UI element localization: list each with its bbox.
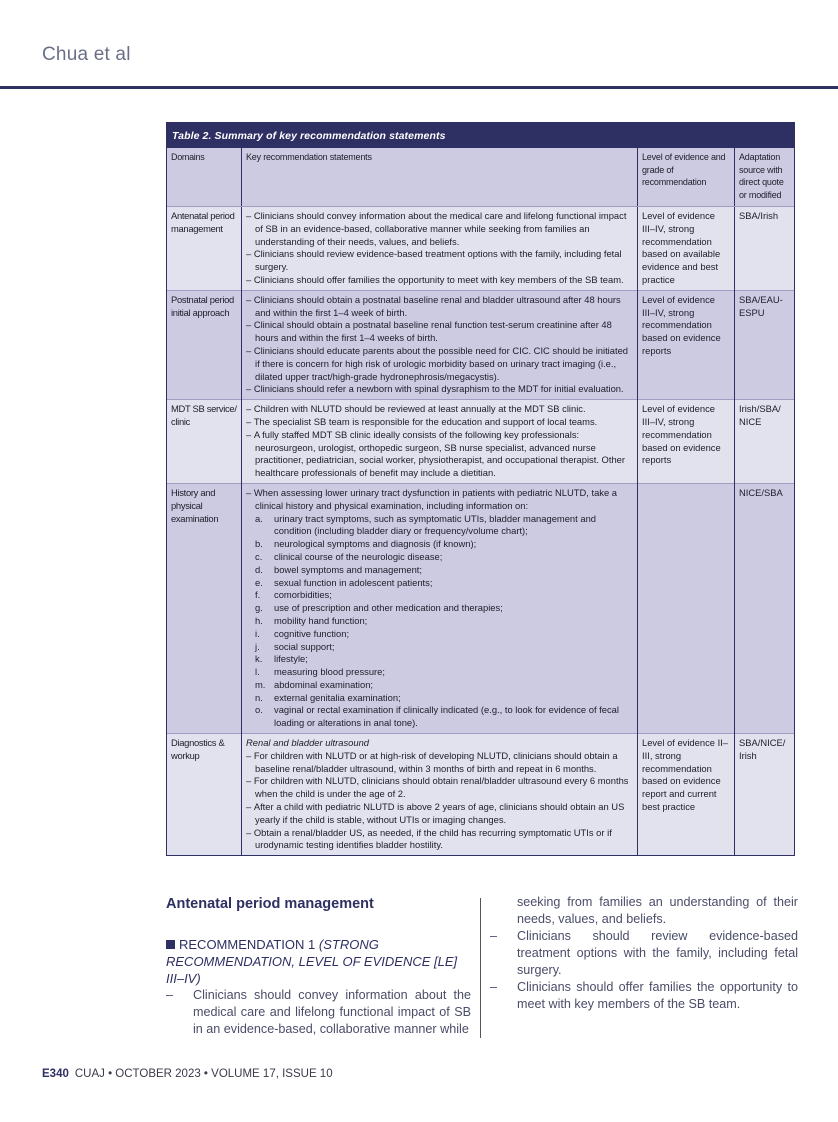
statement: – Clinical should obtain a postnatal baseline renal function test-serum creatinine after 48 hours and within the first 1–4 weeks of birth. bbox=[246, 319, 633, 345]
journal-info: CUAJ • OCTOBER 2023 • VOLUME 17, ISSUE 10 bbox=[74, 1068, 333, 1080]
statement: – Clinicians should review evidence-based treatment options with the family, including fetal surgery. bbox=[246, 248, 633, 274]
row-source: SBA/Irish bbox=[735, 207, 795, 291]
body-column-left bbox=[166, 894, 471, 1038]
list-item: n. external genitalia examination; bbox=[255, 691, 401, 703]
list-item: i. cognitive function; bbox=[255, 627, 350, 639]
statement: – Clinicians should obtain a postnatal baseline renal and bladder ultrasound after 48 hours and within the first 1–4 week of birth. bbox=[246, 294, 633, 320]
statement: – For children with NLUTD, clinicians should obtain renal/bladder ultrasound every 6 months when the child is under the age of 2. bbox=[246, 775, 633, 801]
page-number: E340 bbox=[42, 1068, 69, 1080]
list-item: k. lifestyle; bbox=[255, 653, 308, 665]
list-item: f. comorbidities; bbox=[255, 589, 332, 601]
statement: – After a child with pediatric NLUTD is above 2 years of age, clinicians should obtain an US yearly if the child is stable, without UTIs or imaging changes. bbox=[246, 801, 633, 827]
statement: – For children with NLUTD or at high-risk of developing NLUTD, clinicians should obtain a baseline renal/bladder ultrasound, within 3 months of birth and repeat in 6 months. bbox=[246, 750, 633, 776]
page-footer bbox=[42, 1068, 333, 1080]
row-domain: Diagnostics & workup bbox=[167, 734, 242, 856]
statement: – A fully staffed MDT SB clinic ideally consists of the following key professionals: neurosurgeon, urologist, orthopedic surgeon, SB nurse specialist, advanced nurse practitioner, pediatrician, social worker, physiotherapist, and occupational therapist. Other healthcare professionals of benefit may include a dietitian. bbox=[246, 429, 633, 480]
running-head: Chua et al bbox=[42, 44, 131, 65]
header-evidence: Level of evidence and grade of recommendation bbox=[638, 148, 735, 207]
list-item: c. clinical course of the neurologic disease; bbox=[255, 550, 443, 562]
row-evidence bbox=[638, 483, 735, 733]
statement: – Obtain a renal/bladder US, as needed, if the child has recurring symptomatic UTIs or if urodynamic testing identifies bladder hostility. bbox=[246, 827, 633, 853]
history-items bbox=[246, 513, 633, 731]
row-evidence: Level of evidence II–III, strong recommendation based on evidence report and current best practice bbox=[638, 734, 735, 856]
list-item: a. urinary tract symptoms, such as symptomatic UTIs, bladder management and condition (including bladder diary or frequency/volume chart); bbox=[255, 512, 597, 537]
row-source: SBA/EAU-ESPU bbox=[735, 290, 795, 399]
row-statements bbox=[242, 290, 638, 399]
row-evidence: Level of evidence III–IV, strong recommendation based on available evidence and best practice bbox=[638, 207, 735, 291]
row-evidence: Level of evidence III–IV, strong recommendation based on evidence reports bbox=[638, 290, 735, 399]
list-item: b. neurological symptoms and diagnosis (if known); bbox=[255, 538, 477, 550]
table-row bbox=[167, 483, 794, 733]
section-heading: Antenatal period management bbox=[166, 896, 374, 912]
list-item: d. bowel symptoms and management; bbox=[255, 563, 422, 575]
row-evidence: Level of evidence III–IV, strong recommendation based on evidence reports bbox=[638, 400, 735, 484]
table-title: Table 2. Summary of key recommendation statements bbox=[167, 123, 794, 148]
list-item-continuation: seeking from families an understanding of their needs, values, and beliefs. bbox=[517, 895, 798, 926]
recommendation-heading bbox=[166, 936, 471, 987]
list-item: e. sexual function in adolescent patients; bbox=[255, 576, 433, 588]
recommendation-label: RECOMMENDATION 1 bbox=[179, 937, 316, 952]
body-column-right bbox=[490, 894, 798, 1013]
statement: – Children with NLUTD should be reviewed at least annually at the MDT SB clinic. bbox=[246, 403, 633, 416]
list-item: o. vaginal or rectal examination if clinically indicated (e.g., to look for evidence of fecal loading or alterations in anal tone). bbox=[255, 704, 619, 729]
header-source: Adaptation source with direct quote or modified bbox=[735, 148, 795, 207]
row-source: Irish/SBA/ NICE bbox=[735, 400, 795, 484]
header-rule bbox=[0, 86, 838, 89]
row-source: SBA/NICE/ Irish bbox=[735, 734, 795, 856]
list-item: m. abdominal examination; bbox=[255, 678, 374, 690]
statement-intro: – When assessing lower urinary tract dysfunction in patients with pediatric NLUTD, take a clinical history and physical examination, including information on: bbox=[246, 487, 633, 513]
header-domains: Domains bbox=[167, 148, 242, 207]
row-statements bbox=[242, 207, 638, 291]
table-grid bbox=[167, 148, 794, 855]
statement: – Clinicians should refer a newborn with spinal dysraphism to the MDT for initial evaluation. bbox=[246, 383, 633, 396]
statement: – Clinicians should offer families the opportunity to meet with key members of the SB team. bbox=[246, 274, 633, 287]
table-row bbox=[167, 734, 794, 856]
table-row bbox=[167, 400, 794, 484]
row-domain: Antenatal period management bbox=[167, 207, 242, 291]
list-item: – Clinicians should offer families the opportunity to meet with key members of the SB team. bbox=[490, 980, 798, 1011]
row-domain: History and physical examination bbox=[167, 483, 242, 733]
statement-subheading: Renal and bladder ultrasound bbox=[246, 737, 370, 749]
row-domain: Postnatal period initial approach bbox=[167, 290, 242, 399]
column-divider bbox=[480, 898, 481, 1038]
row-statements bbox=[242, 734, 638, 856]
statement: – Clinicians should educate parents about the possible need for CIC. CIC should be initiated if there is concern for high risk of urologic morbidity based on urinary tract imaging (i.e., dilated upper tract/high-grade hydronephrosis/megacystis). bbox=[246, 345, 633, 383]
statement: – Clinicians should convey information about the medical care and lifelong functional impact of SB in an evidence-based, collaborative manner while seeking from families an understanding of their needs, values, and beliefs. bbox=[246, 210, 633, 248]
row-source: NICE/SBA bbox=[735, 483, 795, 733]
table-row bbox=[167, 290, 794, 399]
row-statements bbox=[242, 400, 638, 484]
list-item: – Clinicians should convey information about the medical care and lifelong functional impact of SB in an evidence-based, collaborative manner while bbox=[166, 988, 471, 1036]
square-bullet-icon bbox=[166, 940, 175, 949]
list-item: j. social support; bbox=[255, 640, 335, 652]
recommendation-qualifier: (STRONG RECOMMENDATION, LEVEL OF EVIDENCE [LE] III–IV) bbox=[166, 937, 458, 986]
header-statements: Key recommendation statements bbox=[242, 148, 638, 207]
list-item: h. mobility hand function; bbox=[255, 614, 368, 626]
list-item: l. measuring blood pressure; bbox=[255, 666, 385, 678]
table-row bbox=[167, 207, 794, 291]
recommendation-table bbox=[166, 122, 795, 856]
statement: – The specialist SB team is responsible for the education and support of local teams. bbox=[246, 416, 633, 429]
list-item: g. use of prescription and other medication and therapies; bbox=[255, 602, 503, 614]
row-statements bbox=[242, 483, 638, 733]
row-domain: MDT SB service/ clinic bbox=[167, 400, 242, 484]
list-item: – Clinicians should review evidence-based treatment options with the family, including fetal surgery. bbox=[490, 929, 798, 977]
